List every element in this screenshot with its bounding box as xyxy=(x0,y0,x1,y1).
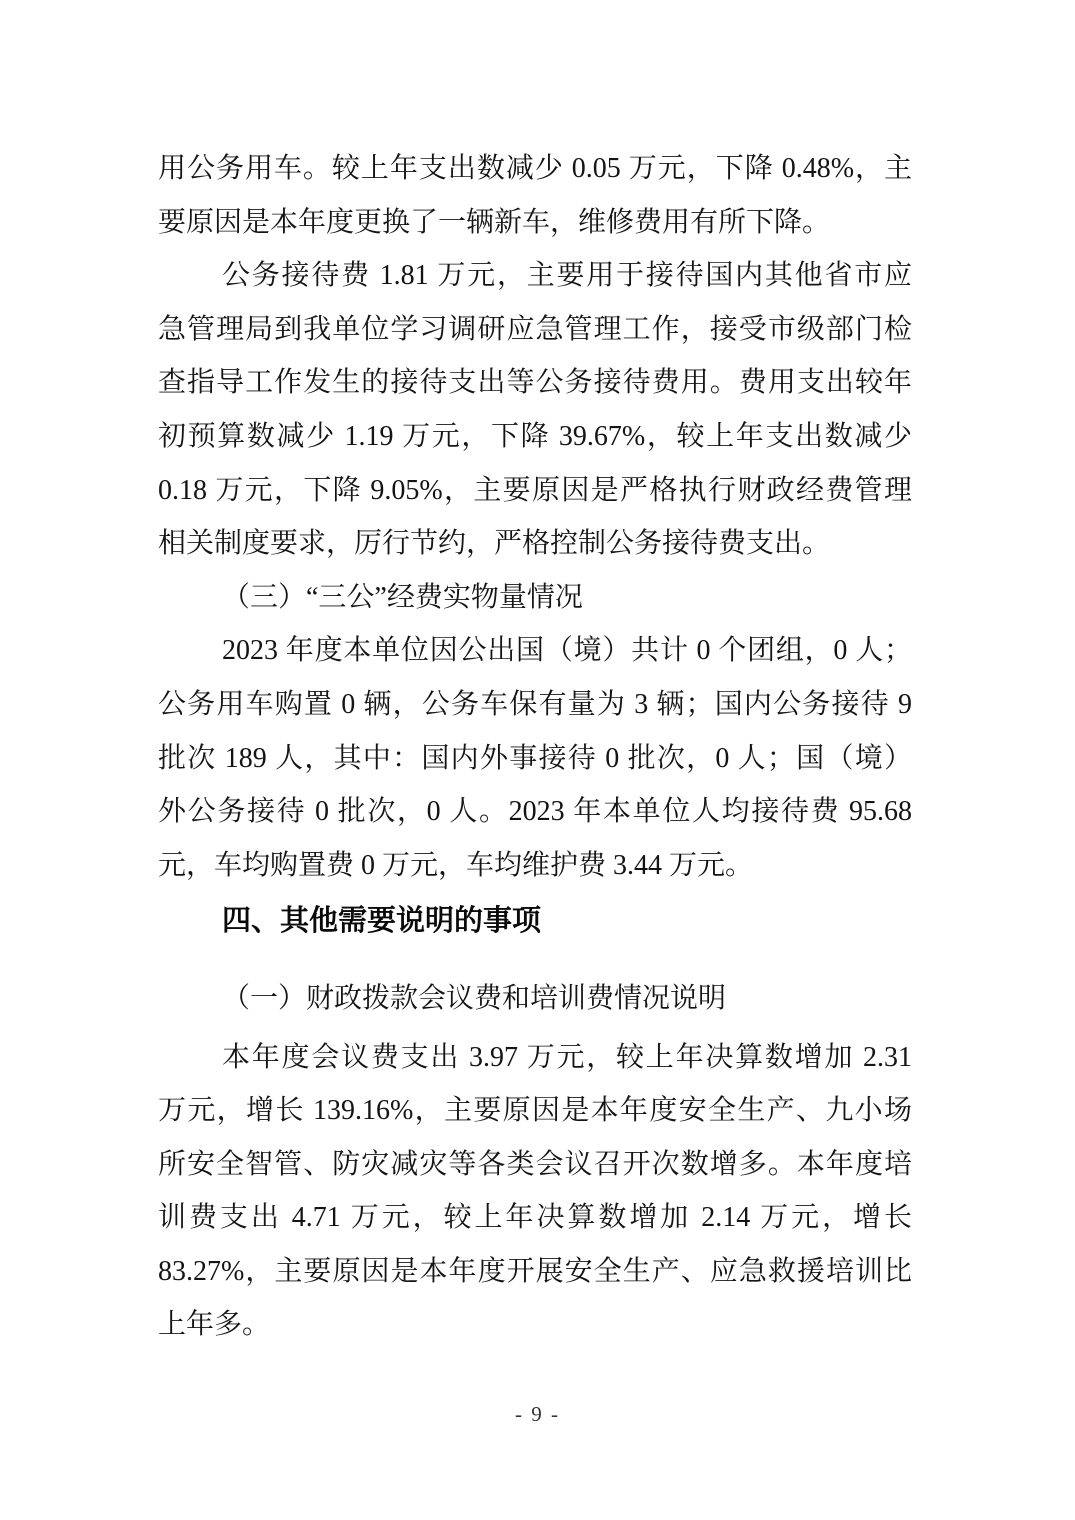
text-line: 要原因是本年度更换了一辆新车，维修费用有所下降。 xyxy=(158,206,831,238)
text-line: 上年多。 xyxy=(158,1309,271,1341)
text-line: 训费支出 4.71 万元，较上年决算数增加 2.14 万元，增长 xyxy=(158,1202,912,1234)
text-line: 元，车均购置费 0 万元，车均维护费 3.44 万元。 xyxy=(158,849,754,881)
text-line: 外公务接待 0 批次，0 人。2023 年本单位人均接待费 95.68 xyxy=(158,796,912,828)
section-heading: 四、其他需要说明的事项 xyxy=(222,905,542,938)
text-line: 公务接待费 1.81 万元，主要用于接待国内其他省市应 xyxy=(222,260,912,292)
text-line: 查指导工作发生的接待支出等公务接待费用。费用支出较年 xyxy=(158,367,912,399)
subsection-heading: （一）财政拨款会议费和培训费情况说明 xyxy=(222,982,727,1014)
text-line: 83.27%，主要原因是本年度开展安全生产、应急救援培训比 xyxy=(158,1255,912,1287)
text-line: 公务用车购置 0 辆，公务车保有量为 3 辆；国内公务接待 9 xyxy=(158,688,912,720)
document-body xyxy=(158,142,912,1352)
text-line: 0.18 万元，下降 9.05%，主要原因是严格执行财政经费管理 xyxy=(158,474,912,506)
subsection-heading: （三）“三公”经费实物量情况 xyxy=(222,581,583,613)
text-line: 用公务用车。较上年支出数减少 0.05 万元，下降 0.48%，主 xyxy=(158,153,912,184)
text-line: 万元，增长 139.16%，主要原因是本年度安全生产、九小场 xyxy=(158,1095,912,1127)
text-line: 所安全智管、防灾减灾等各类会议召开次数增多。本年度培 xyxy=(158,1148,912,1180)
text-line: 2023 年度本单位因公出国（境）共计 0 个团组，0 人； xyxy=(222,635,912,667)
text-line: 急管理局到我单位学习调研应急管理工作，接受市级部门检 xyxy=(158,313,912,345)
text-line: 相关制度要求，厉行节约，严格控制公务接待费支出。 xyxy=(158,528,831,560)
text-line: 本年度会议费支出 3.97 万元，较上年决算数增加 2.31 xyxy=(222,1041,912,1073)
page-number: - 9 - xyxy=(515,1402,560,1426)
text-line: 批次 189 人，其中：国内外事接待 0 批次，0 人；国（境） xyxy=(158,742,912,774)
text-line: 初预算数减少 1.19 万元，下降 39.67%，较上年支出数减少 xyxy=(158,420,912,452)
